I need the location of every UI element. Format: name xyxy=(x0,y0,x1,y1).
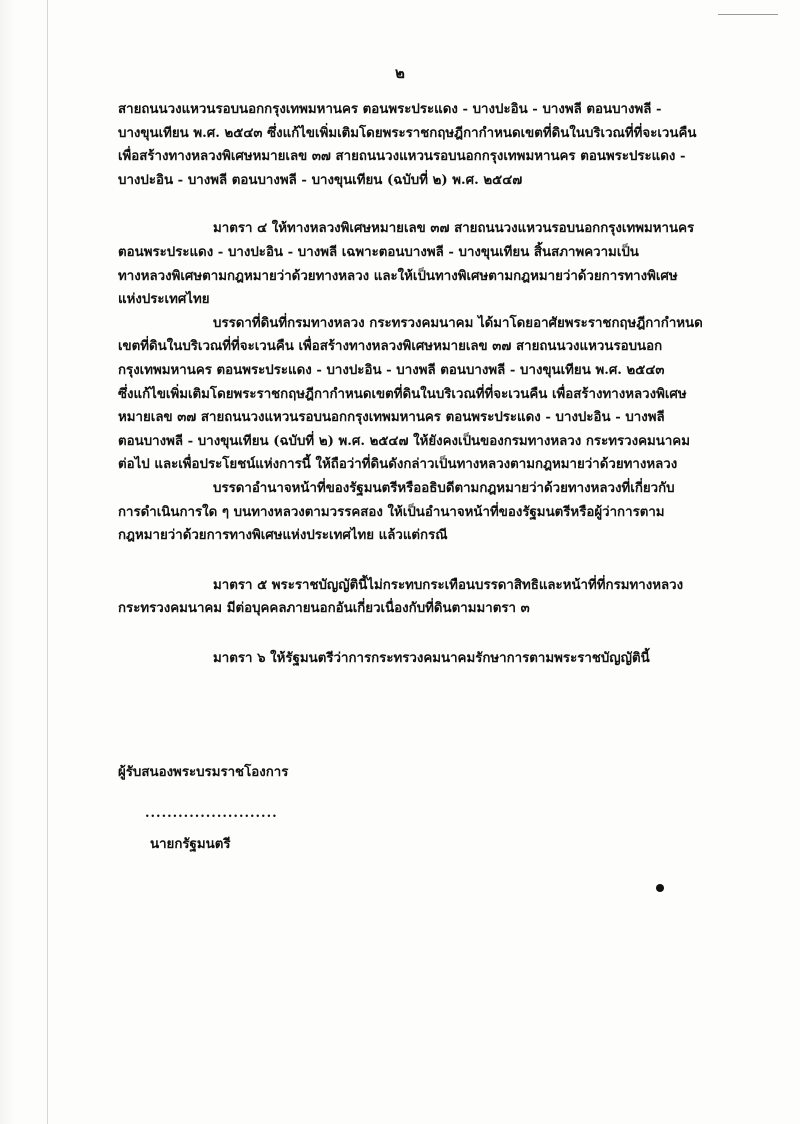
scan-corner-mark xyxy=(718,14,778,15)
paragraph-first-line: บรรดาอำนาจหน้าที่ของรัฐมนตรีหรืออธิบดีตามกฎหมายว่าด้วยทางหลวงที่เกี่ยวกับ xyxy=(213,480,675,496)
countersign-label: ผู้รับสนองพระบรมราชโองการ xyxy=(118,765,289,780)
text-line: หมายเลข ๓๗ สายถนนวงแหวนรอบนอกกรุงเทพมหานคร ตอนพระประแดง - บางปะอิน - บางพลี xyxy=(118,410,665,426)
left-margin-line xyxy=(47,0,48,1124)
document-body xyxy=(118,98,728,670)
signature-dots: ........................ xyxy=(145,806,278,821)
section-4-heading-line: มาตรา ๔ ให้ทางหลวงพิเศษหมายเลข ๓๗ สายถนนวงแหวนรอบนอกกรุงเทพมหานคร xyxy=(213,221,695,237)
prime-minister-title: นายกรัฐมนตรี xyxy=(150,837,231,852)
text-line: ตอนบางพลี - บางขุนเทียน (ฉบับที่ ๒) พ.ศ. ๒๕๔๗ ให้ยังคงเป็นของกรมทางหลวง กระทรวงคมนาคม xyxy=(118,433,690,449)
paragraph-first-line: บรรดาที่ดินที่กรมทางหลวง กระทรวงคมนาคม ได้มาโดยอาศัยพระราชกฤษฎีกากำหนด xyxy=(213,315,703,331)
scan-speck xyxy=(656,884,664,892)
text-line: บางขุนเทียน พ.ศ. ๒๕๔๓ ซึ่งแก้ไขเพิ่มเติมโดยพระราชกฤษฎีกากำหนดเขตที่ดินในบริเวณที่ที่จะเวนคืน xyxy=(118,125,697,141)
text-line: ตอนพระประแดง - บางปะอิน - บางพลี เฉพาะตอนบางพลี - บางขุนเทียน สิ้นสภาพความเป็น xyxy=(118,244,639,260)
text-line: กฎหมายว่าด้วยการทางพิเศษแห่งประเทศไทย แล้วแต่กรณี xyxy=(118,528,448,544)
text-line: ซึ่งแก้ไขเพิ่มเติมโดยพระราชกฤษฎีกากำหนดเขตที่ดินในบริเวณที่ที่จะเวนคืน เพื่อสร้างทางหลวงพิเศษ xyxy=(118,386,687,402)
section-5-heading-line: มาตรา ๕ พระราชบัญญัตินี้ไม่กระทบกระเทือนบรรดาสิทธิและหน้าที่ที่กรมทางหลวง xyxy=(213,577,684,593)
text-line: การดำเนินการใด ๆ บนทางหลวงตามวรรคสอง ให้เป็นอำนาจหน้าที่ของรัฐมนตรีหรือผู้ว่าการตาม xyxy=(118,504,665,520)
section-6-heading-line: มาตรา ๖ ให้รัฐมนตรีว่าการกระทรวงคมนาคมรักษาการตามพระราชบัญญัตินี้ xyxy=(213,650,650,666)
text-line: สายถนนวงแหวนรอบนอกกรุงเทพมหานคร ตอนพระประแดง - บางปะอิน - บางพลี ตอนบางพลี - xyxy=(118,102,662,117)
text-line: แห่งประเทศไทย xyxy=(118,292,210,308)
text-line: ต่อไป และเพื่อประโยชน์แห่งการนี้ ให้ถือว่าที่ดินดังกล่าวเป็นทางหลวงตามกฎหมายว่าด้วยทางหลวง xyxy=(118,457,678,473)
text-line: เพื่อสร้างทางหลวงพิเศษหมายเลข ๓๗ สายถนนวงแหวนรอบนอกกรุงเทพมหานคร ตอนพระประแดง - xyxy=(118,149,686,165)
text-line: ทางหลวงพิเศษตามกฎหมายว่าด้วยทางหลวง และให้เป็นทางพิเศษตามกฎหมายว่าด้วยการทางพิเศษ xyxy=(118,268,678,284)
text-line: เขตที่ดินในบริเวณที่ที่จะเวนคืน เพื่อสร้างทางหลวงพิเศษหมายเลข ๓๗ สายถนนวงแหวนรอบนอก xyxy=(118,339,663,355)
text-line: บางปะอิน - บางพลี ตอนบางพลี - บางขุนเทียน (ฉบับที่ ๒) พ.ศ. ๒๕๔๗ xyxy=(118,172,523,188)
text-line: กระทรวงคมนาคม มีต่อบุคคลภายนอกอันเกี่ยวเนื่องกับที่ดินตามมาตรา ๓ xyxy=(118,601,530,617)
page-number: ๒ xyxy=(395,64,405,82)
countersign-block xyxy=(118,761,288,782)
text-line: กรุงเทพมหานคร ตอนพระประแดง - บางปะอิน - บางพลี ตอนบางพลี - บางขุนเทียน พ.ศ. ๒๕๔๓ xyxy=(118,362,665,378)
